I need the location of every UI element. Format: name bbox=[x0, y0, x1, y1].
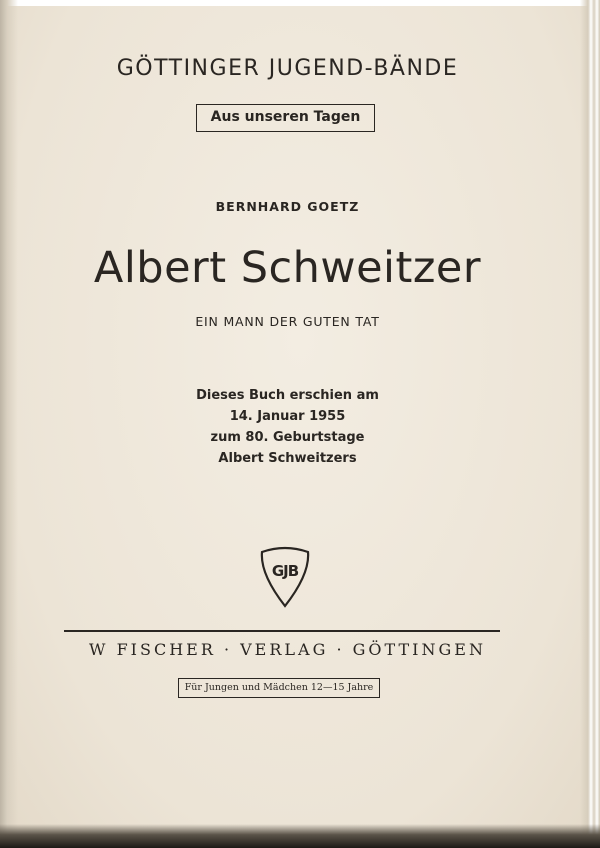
publication-note-line: Albert Schweitzers bbox=[218, 451, 357, 466]
publisher-logo-text: GJB bbox=[271, 562, 299, 580]
page-edge-stack bbox=[580, 0, 600, 848]
scan-bottom-shadow bbox=[0, 824, 600, 848]
publication-note bbox=[0, 385, 575, 469]
book-title: Albert Schweitzer bbox=[93, 243, 482, 293]
publisher-logo-icon bbox=[258, 546, 312, 608]
publisher-divider bbox=[64, 630, 500, 632]
age-recommendation: Für Jungen und Mädchen 12—15 Jahre bbox=[178, 678, 380, 698]
publisher-line: W FISCHER · VERLAG · GÖTTINGEN bbox=[89, 640, 486, 659]
publication-note-line: 14. Januar 1955 bbox=[229, 409, 346, 424]
book-subtitle: EIN MANN DER GUTEN TAT bbox=[195, 314, 380, 329]
author-name: BERNHARD GOETZ bbox=[215, 199, 360, 214]
scan-top-margin bbox=[0, 0, 600, 6]
publication-note-line: zum 80. Geburtstage bbox=[210, 430, 365, 445]
series-title: GÖTTINGER JUGEND-BÄNDE bbox=[116, 56, 459, 81]
subseries-label: Aus unseren Tagen bbox=[196, 104, 375, 132]
publication-note-line: Dieses Buch erschien am bbox=[196, 388, 379, 403]
